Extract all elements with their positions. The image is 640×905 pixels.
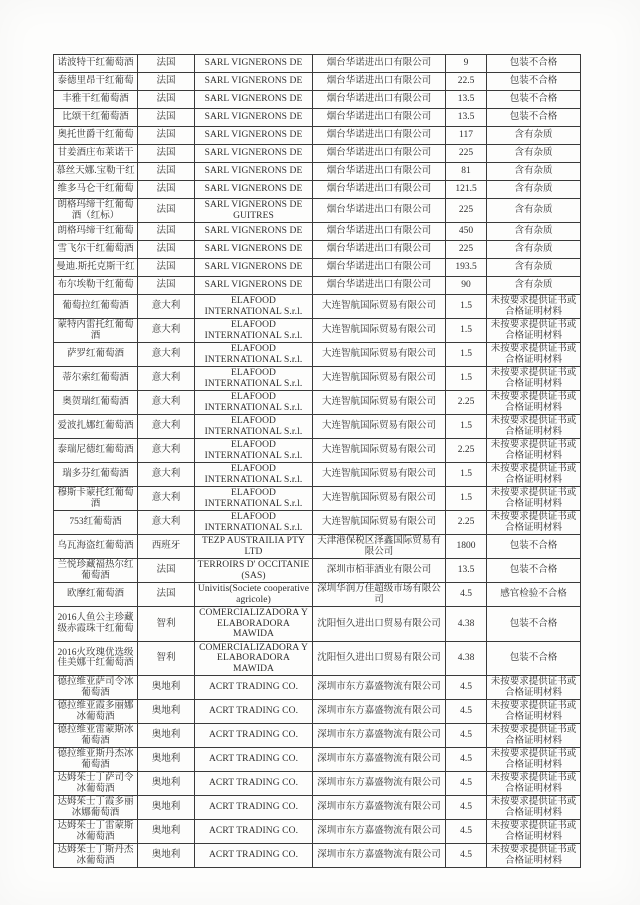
- cell-quantity: 4.5: [446, 724, 487, 748]
- cell-importer: 深圳市东方嘉盛物流有限公司: [313, 772, 446, 796]
- table-row: [54, 127, 581, 145]
- cell-reason: 未按要求提供证书或合格证明材料: [487, 748, 581, 772]
- cell-manufacturer: SARL VIGNERONS DE: [195, 91, 313, 109]
- table-row: [54, 259, 581, 277]
- table-row: [54, 583, 581, 607]
- cell-manufacturer: ELAFOOD INTERNATIONAL S.r.l.: [195, 367, 313, 391]
- cell-quantity: 225: [446, 199, 487, 223]
- table-row: [54, 109, 581, 127]
- cell-manufacturer: Univitis(Societe cooperative agricole): [195, 583, 313, 607]
- cell-reason: 未按要求提供证书或合格证明材料: [487, 391, 581, 415]
- cell-quantity: 4.5: [446, 820, 487, 844]
- inspection-results-table: [53, 54, 581, 868]
- table-row: [54, 724, 581, 748]
- cell-manufacturer: ACRT TRADING CO.: [195, 748, 313, 772]
- table-row: [54, 559, 581, 583]
- cell-manufacturer: ELAFOOD INTERNATIONAL S.r.l.: [195, 439, 313, 463]
- cell-quantity: 4.38: [446, 607, 487, 642]
- cell-reason: 未按要求提供证书或合格证明材料: [487, 319, 581, 343]
- cell-country: 意大利: [138, 319, 195, 343]
- cell-name: 诺波特干红葡萄酒: [54, 55, 138, 73]
- cell-name: 德拉维亚霞多丽娜冰葡萄酒: [54, 700, 138, 724]
- cell-reason: 未按要求提供证书或合格证明材料: [487, 463, 581, 487]
- cell-importer: 深圳市东方嘉盛物流有限公司: [313, 724, 446, 748]
- cell-manufacturer: SARL VIGNERONS DE: [195, 241, 313, 259]
- cell-name: 达姆茱士丁霞多丽冰娜葡萄酒: [54, 796, 138, 820]
- cell-country: 法国: [138, 223, 195, 241]
- cell-country: 意大利: [138, 295, 195, 319]
- cell-country: 意大利: [138, 391, 195, 415]
- cell-country: 意大利: [138, 463, 195, 487]
- cell-manufacturer: SARL VIGNERONS DE: [195, 127, 313, 145]
- inspection-table-body: [54, 55, 581, 868]
- cell-name: 慕丝天娜.宝勒干红: [54, 163, 138, 181]
- cell-name: 甘姜酒庄布莱诺干: [54, 145, 138, 163]
- cell-quantity: 13.5: [446, 109, 487, 127]
- cell-manufacturer: SARL VIGNERONS DE: [195, 55, 313, 73]
- cell-reason: 含有杂质: [487, 241, 581, 259]
- table-row: [54, 223, 581, 241]
- cell-country: 意大利: [138, 415, 195, 439]
- cell-name: 泰德里昂干红葡萄: [54, 73, 138, 91]
- cell-reason: 含有杂质: [487, 199, 581, 223]
- cell-quantity: 117: [446, 127, 487, 145]
- cell-country: 奥地利: [138, 748, 195, 772]
- cell-reason: 含有杂质: [487, 181, 581, 199]
- cell-quantity: 225: [446, 145, 487, 163]
- cell-country: 意大利: [138, 343, 195, 367]
- cell-reason: 含有杂质: [487, 127, 581, 145]
- cell-country: 法国: [138, 145, 195, 163]
- cell-country: 法国: [138, 199, 195, 223]
- cell-importer: 大连智航国际贸易有限公司: [313, 319, 446, 343]
- table-row: [54, 439, 581, 463]
- cell-name: 乌瓦海盗红葡萄酒: [54, 535, 138, 559]
- cell-quantity: 4.5: [446, 772, 487, 796]
- cell-quantity: 1.5: [446, 463, 487, 487]
- cell-country: 意大利: [138, 439, 195, 463]
- cell-manufacturer: ELAFOOD INTERNATIONAL S.r.l.: [195, 391, 313, 415]
- table-row: [54, 163, 581, 181]
- cell-name: 德拉维亚萨司令冰葡萄酒: [54, 676, 138, 700]
- cell-importer: 烟台华诺进出口有限公司: [313, 55, 446, 73]
- cell-importer: 深圳市东方嘉盛物流有限公司: [313, 676, 446, 700]
- table-row: [54, 535, 581, 559]
- cell-country: 法国: [138, 55, 195, 73]
- cell-name: 2016火玫瑰优选级佳美娜干红葡萄酒: [54, 641, 138, 676]
- cell-importer: 烟台华诺进出口有限公司: [313, 223, 446, 241]
- cell-quantity: 1800: [446, 535, 487, 559]
- cell-importer: 烟台华诺进出口有限公司: [313, 109, 446, 127]
- cell-manufacturer: ACRT TRADING CO.: [195, 796, 313, 820]
- cell-manufacturer: ELAFOOD INTERNATIONAL S.r.l.: [195, 487, 313, 511]
- cell-quantity: 22.5: [446, 73, 487, 91]
- table-row: [54, 748, 581, 772]
- cell-name: 葡萄拉红葡萄酒: [54, 295, 138, 319]
- cell-name: 萨罗红葡萄酒: [54, 343, 138, 367]
- cell-manufacturer: ACRT TRADING CO.: [195, 820, 313, 844]
- cell-reason: 未按要求提供证书或合格证明材料: [487, 796, 581, 820]
- table-row: [54, 415, 581, 439]
- cell-importer: 大连智航国际贸易有限公司: [313, 415, 446, 439]
- cell-country: 法国: [138, 259, 195, 277]
- cell-quantity: 2.25: [446, 511, 487, 535]
- cell-manufacturer: SARL VIGNERONS DE GUITRES: [195, 199, 313, 223]
- cell-manufacturer: ACRT TRADING CO.: [195, 700, 313, 724]
- cell-importer: 烟台华诺进出口有限公司: [313, 127, 446, 145]
- cell-name: 753红葡萄酒: [54, 511, 138, 535]
- cell-importer: 烟台华诺进出口有限公司: [313, 145, 446, 163]
- cell-reason: 包装不合格: [487, 73, 581, 91]
- cell-name: 比颂干红葡萄酒: [54, 109, 138, 127]
- cell-reason: 含有杂质: [487, 223, 581, 241]
- cell-name: 雪飞尔干红葡萄酒: [54, 241, 138, 259]
- cell-reason: 含有杂质: [487, 145, 581, 163]
- cell-importer: 烟台华诺进出口有限公司: [313, 181, 446, 199]
- cell-reason: 包装不合格: [487, 535, 581, 559]
- cell-country: 西班牙: [138, 535, 195, 559]
- cell-manufacturer: SARL VIGNERONS DE: [195, 163, 313, 181]
- cell-quantity: 2.25: [446, 391, 487, 415]
- cell-country: 法国: [138, 91, 195, 109]
- cell-country: 法国: [138, 181, 195, 199]
- cell-manufacturer: SARL VIGNERONS DE: [195, 73, 313, 91]
- cell-reason: 包装不合格: [487, 641, 581, 676]
- cell-importer: 烟台华诺进出口有限公司: [313, 91, 446, 109]
- cell-name: 朗格玛缔干红葡萄酒（红标）: [54, 199, 138, 223]
- cell-name: 爱波扎娜红葡萄酒: [54, 415, 138, 439]
- cell-quantity: 4.5: [446, 583, 487, 607]
- cell-manufacturer: SARL VIGNERONS DE: [195, 145, 313, 163]
- cell-country: 意大利: [138, 367, 195, 391]
- cell-name: 瑞多芬红葡萄酒: [54, 463, 138, 487]
- cell-country: 奥地利: [138, 700, 195, 724]
- cell-reason: 未按要求提供证书或合格证明材料: [487, 487, 581, 511]
- cell-importer: 大连智航国际贸易有限公司: [313, 343, 446, 367]
- table-row: [54, 820, 581, 844]
- cell-reason: 感官检验不合格: [487, 583, 581, 607]
- cell-importer: 烟台华诺进出口有限公司: [313, 73, 446, 91]
- cell-quantity: 225: [446, 241, 487, 259]
- cell-name: 德拉维亚斯丹杰冰葡萄酒: [54, 748, 138, 772]
- cell-quantity: 1.5: [446, 343, 487, 367]
- cell-importer: 大连智航国际贸易有限公司: [313, 367, 446, 391]
- cell-country: 法国: [138, 73, 195, 91]
- cell-reason: 未按要求提供证书或合格证明材料: [487, 772, 581, 796]
- cell-reason: 含有杂质: [487, 277, 581, 295]
- table-row: [54, 641, 581, 676]
- cell-manufacturer: SARL VIGNERONS DE: [195, 109, 313, 127]
- cell-reason: 未按要求提供证书或合格证明材料: [487, 343, 581, 367]
- cell-manufacturer: ELAFOOD INTERNATIONAL S.r.l.: [195, 415, 313, 439]
- cell-reason: 未按要求提供证书或合格证明材料: [487, 700, 581, 724]
- cell-country: 奥地利: [138, 724, 195, 748]
- cell-manufacturer: ACRT TRADING CO.: [195, 724, 313, 748]
- cell-quantity: 1.5: [446, 295, 487, 319]
- cell-reason: 未按要求提供证书或合格证明材料: [487, 295, 581, 319]
- table-row: [54, 367, 581, 391]
- cell-quantity: 4.5: [446, 676, 487, 700]
- cell-country: 奥地利: [138, 820, 195, 844]
- cell-manufacturer: ELAFOOD INTERNATIONAL S.r.l.: [195, 511, 313, 535]
- cell-manufacturer: ACRT TRADING CO.: [195, 844, 313, 868]
- cell-name: 奥贺瑞红葡萄酒: [54, 391, 138, 415]
- cell-name: 穆斯卡蒙托红葡萄酒: [54, 487, 138, 511]
- cell-country: 法国: [138, 241, 195, 259]
- cell-name: 德拉维亚雷蒙斯冰葡萄酒: [54, 724, 138, 748]
- cell-importer: 深圳华润万佳超级市场有限公司: [313, 583, 446, 607]
- cell-name: 达姆茱士丁斯丹杰冰葡萄酒: [54, 844, 138, 868]
- cell-name: 布尔埃勒干红葡萄: [54, 277, 138, 295]
- cell-reason: 未按要求提供证书或合格证明材料: [487, 415, 581, 439]
- cell-quantity: 1.5: [446, 415, 487, 439]
- cell-importer: 烟台华诺进出口有限公司: [313, 163, 446, 181]
- cell-quantity: 90: [446, 277, 487, 295]
- cell-manufacturer: TEZP AUSTRAILIA PTY LTD: [195, 535, 313, 559]
- cell-reason: 包装不合格: [487, 91, 581, 109]
- cell-importer: 大连智航国际贸易有限公司: [313, 511, 446, 535]
- table-row: [54, 607, 581, 642]
- cell-name: 达姆茱士丁雷蒙斯冰葡萄酒: [54, 820, 138, 844]
- cell-quantity: 2.25: [446, 439, 487, 463]
- cell-quantity: 450: [446, 223, 487, 241]
- cell-manufacturer: ELAFOOD INTERNATIONAL S.r.l.: [195, 463, 313, 487]
- cell-country: 奥地利: [138, 676, 195, 700]
- table-row: [54, 343, 581, 367]
- cell-reason: 未按要求提供证书或合格证明材料: [487, 844, 581, 868]
- cell-reason: 含有杂质: [487, 259, 581, 277]
- cell-country: 奥地利: [138, 844, 195, 868]
- cell-country: 法国: [138, 163, 195, 181]
- table-row: [54, 181, 581, 199]
- cell-quantity: 1.5: [446, 487, 487, 511]
- cell-importer: 烟台华诺进出口有限公司: [313, 277, 446, 295]
- cell-country: 法国: [138, 109, 195, 127]
- cell-country: 奥地利: [138, 796, 195, 820]
- cell-name: 2016人鱼公主珍藏级赤霞珠干红葡萄: [54, 607, 138, 642]
- cell-quantity: 1.5: [446, 319, 487, 343]
- cell-country: 智利: [138, 641, 195, 676]
- cell-quantity: 193.5: [446, 259, 487, 277]
- cell-reason: 包装不合格: [487, 55, 581, 73]
- cell-name: 蒙特内雷托红葡萄酒: [54, 319, 138, 343]
- cell-quantity: 9: [446, 55, 487, 73]
- cell-country: 意大利: [138, 511, 195, 535]
- table-row: [54, 277, 581, 295]
- cell-importer: 深圳市东方嘉盛物流有限公司: [313, 700, 446, 724]
- table-row: [54, 91, 581, 109]
- cell-manufacturer: SARL VIGNERONS DE: [195, 223, 313, 241]
- cell-name: 维多马仑干红葡萄: [54, 181, 138, 199]
- cell-name: 曼迪.斯托克斯干红: [54, 259, 138, 277]
- cell-name: 朗格玛缔干红葡萄: [54, 223, 138, 241]
- cell-importer: 深圳市东方嘉盛物流有限公司: [313, 796, 446, 820]
- cell-reason: 未按要求提供证书或合格证明材料: [487, 511, 581, 535]
- cell-manufacturer: TERROIRS D' OCCITANIE (SAS): [195, 559, 313, 583]
- cell-importer: 深圳市东方嘉盛物流有限公司: [313, 844, 446, 868]
- cell-importer: 深圳市东方嘉盛物流有限公司: [313, 820, 446, 844]
- cell-reason: 未按要求提供证书或合格证明材料: [487, 676, 581, 700]
- cell-importer: 烟台华诺进出口有限公司: [313, 199, 446, 223]
- table-row: [54, 700, 581, 724]
- cell-quantity: 1.5: [446, 367, 487, 391]
- cell-manufacturer: COMERCIALIZADORA Y ELABORADORA MAWIDA: [195, 607, 313, 642]
- cell-country: 法国: [138, 277, 195, 295]
- table-row: [54, 55, 581, 73]
- cell-name: 蒂尔索红葡萄酒: [54, 367, 138, 391]
- cell-reason: 包装不合格: [487, 559, 581, 583]
- table-row: [54, 844, 581, 868]
- cell-country: 法国: [138, 127, 195, 145]
- cell-importer: 大连智航国际贸易有限公司: [313, 463, 446, 487]
- table-row: [54, 391, 581, 415]
- cell-quantity: 121.5: [446, 181, 487, 199]
- cell-quantity: 4.5: [446, 748, 487, 772]
- table-row: [54, 511, 581, 535]
- cell-country: 法国: [138, 559, 195, 583]
- cell-reason: 含有杂质: [487, 163, 581, 181]
- cell-importer: 烟台华诺进出口有限公司: [313, 259, 446, 277]
- table-row: [54, 241, 581, 259]
- cell-quantity: 4.5: [446, 844, 487, 868]
- table-row: [54, 487, 581, 511]
- cell-manufacturer: COMERCIALIZADORA Y ELABORADORA MAWIDA: [195, 641, 313, 676]
- cell-importer: 大连智航国际贸易有限公司: [313, 391, 446, 415]
- cell-manufacturer: ELAFOOD INTERNATIONAL S.r.l.: [195, 319, 313, 343]
- cell-name: 丰雅干红葡萄酒: [54, 91, 138, 109]
- cell-importer: 沈阳恒久进出口贸易有限公司: [313, 607, 446, 642]
- cell-importer: 大连智航国际贸易有限公司: [313, 295, 446, 319]
- cell-importer: 深圳市东方嘉盛物流有限公司: [313, 748, 446, 772]
- table-row: [54, 796, 581, 820]
- cell-reason: 包装不合格: [487, 109, 581, 127]
- cell-importer: 大连智航国际贸易有限公司: [313, 487, 446, 511]
- cell-importer: 大连智航国际贸易有限公司: [313, 439, 446, 463]
- cell-reason: 包装不合格: [487, 607, 581, 642]
- cell-country: 法国: [138, 583, 195, 607]
- cell-quantity: 13.5: [446, 559, 487, 583]
- cell-name: 泰瑞尼德红葡萄酒: [54, 439, 138, 463]
- table-row: [54, 772, 581, 796]
- cell-name: 兰悦珍藏福热尔红葡萄酒: [54, 559, 138, 583]
- cell-quantity: 81: [446, 163, 487, 181]
- cell-reason: 未按要求提供证书或合格证明材料: [487, 439, 581, 463]
- cell-manufacturer: ACRT TRADING CO.: [195, 676, 313, 700]
- cell-name: 欧摩红葡萄酒: [54, 583, 138, 607]
- table-row: [54, 319, 581, 343]
- cell-importer: 烟台华诺进出口有限公司: [313, 241, 446, 259]
- cell-manufacturer: ELAFOOD INTERNATIONAL S.r.l.: [195, 295, 313, 319]
- table-row: [54, 463, 581, 487]
- cell-manufacturer: SARL VIGNERONS DE: [195, 277, 313, 295]
- cell-importer: 天津港保税区泽鑫国际贸易有限公司: [313, 535, 446, 559]
- cell-country: 智利: [138, 607, 195, 642]
- cell-manufacturer: SARL VIGNERONS DE: [195, 259, 313, 277]
- table-row: [54, 199, 581, 223]
- table-row: [54, 295, 581, 319]
- cell-country: 奥地利: [138, 772, 195, 796]
- cell-quantity: 4.5: [446, 796, 487, 820]
- cell-quantity: 4.38: [446, 641, 487, 676]
- table-row: [54, 73, 581, 91]
- cell-quantity: 13.5: [446, 91, 487, 109]
- cell-reason: 未按要求提供证书或合格证明材料: [487, 820, 581, 844]
- cell-reason: 未按要求提供证书或合格证明材料: [487, 367, 581, 391]
- cell-manufacturer: ELAFOOD INTERNATIONAL S.r.l.: [195, 343, 313, 367]
- cell-reason: 未按要求提供证书或合格证明材料: [487, 724, 581, 748]
- cell-importer: 沈阳恒久进出口贸易有限公司: [313, 641, 446, 676]
- cell-name: 达姆茱士丁萨司令冰葡萄酒: [54, 772, 138, 796]
- cell-country: 意大利: [138, 487, 195, 511]
- table-row: [54, 676, 581, 700]
- cell-quantity: 4.5: [446, 700, 487, 724]
- cell-importer: 深圳市栢菲酒业有限公司: [313, 559, 446, 583]
- cell-name: 奥托世爵干红葡萄: [54, 127, 138, 145]
- cell-manufacturer: ACRT TRADING CO.: [195, 772, 313, 796]
- table-row: [54, 145, 581, 163]
- cell-manufacturer: SARL VIGNERONS DE: [195, 181, 313, 199]
